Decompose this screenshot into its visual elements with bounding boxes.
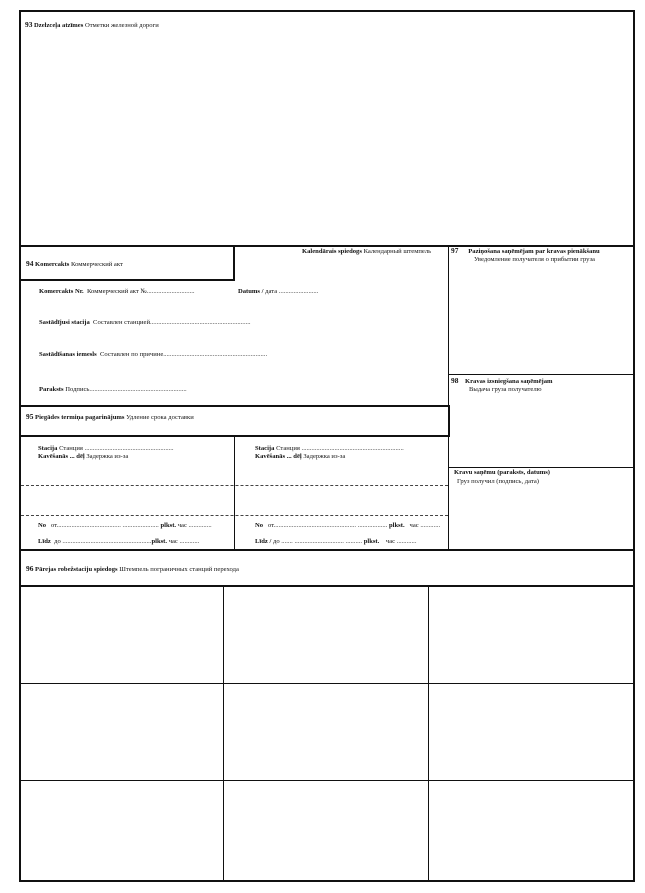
section-98-title-lv: Kravas izsniegšana saņēmējam	[464, 378, 553, 385]
cargo-received-lv: Kravu saņēmu (paraksts, datums)	[454, 469, 550, 476]
to-field-right	[255, 538, 416, 546]
section-96-number: 96	[26, 564, 34, 573]
section-97-title-ru: Уведомление получателя о прибытии груза	[474, 256, 595, 263]
divider-98-received	[448, 467, 635, 468]
act-number-field	[39, 288, 195, 296]
section-97-heading	[451, 247, 600, 256]
section-95-number: 95	[26, 412, 34, 421]
compiled-station-ru: Составлен станцией.............................................................	[93, 319, 251, 326]
from-hour-ru-right: час ............	[409, 522, 441, 529]
outer-border-left	[19, 10, 21, 882]
divider-96-bottom	[19, 585, 635, 587]
calendar-stamp-label	[302, 248, 431, 256]
divider-95-vertical	[234, 437, 235, 550]
signature-lv: Paraksts	[39, 386, 64, 393]
to-lv-left: Līdz	[38, 538, 51, 545]
compile-reason-ru: Составлен по причине...............................................................	[100, 351, 268, 358]
from-field-left	[38, 522, 212, 530]
box-94-bottom	[19, 279, 235, 281]
outer-border-right	[633, 10, 635, 882]
from-lv-left: No	[38, 522, 47, 529]
section-93-heading	[25, 21, 159, 30]
grid-96-col-2	[428, 587, 429, 880]
section-95-heading	[26, 413, 194, 422]
grid-96-row-2	[19, 780, 635, 781]
section-93-number: 93	[25, 20, 33, 29]
section-96-title-ru: Штемпель пограничных станций перехода	[119, 566, 239, 573]
section-97-number: 97	[451, 246, 459, 255]
station-ru-left: Станция ......................................................	[59, 445, 174, 452]
section-93-title-ru: Отметки железной дороги	[84, 22, 159, 29]
to-ru-left: до ......................................................	[54, 538, 152, 545]
from-hour-lv-left: plkst.	[160, 522, 177, 529]
act-date-lv: Datums /	[238, 288, 264, 295]
section-94-heading	[26, 260, 123, 269]
outer-border-top	[19, 10, 635, 12]
signature-field	[39, 386, 187, 394]
section-95-title-ru: Удление срока доставки	[126, 414, 194, 421]
section-93-title-lv: Dzelzceļa atzīmes	[34, 22, 84, 29]
section-97-title-lv: Paziņošana saņēmējam par kravas pienākšanu	[468, 248, 600, 255]
delay-lv-right: Kavēšanās ... dēļ	[255, 453, 302, 460]
box-94-right	[233, 245, 235, 281]
section-98-heading	[451, 377, 553, 386]
calendar-stamp-lv: Kalendārais spiedogs	[302, 248, 362, 255]
act-date-field	[238, 288, 318, 296]
from-hour-ru-left: час ..............	[177, 522, 212, 529]
compile-reason-field	[39, 351, 267, 359]
cargo-received-ru: Груз получил (подпись, дата)	[457, 478, 539, 485]
from-hour-lv-right: plkst.	[389, 522, 405, 529]
calendar-stamp-ru: Календарный штемпель	[363, 248, 432, 255]
from-ru-left: от....................................... ......................	[51, 522, 159, 529]
station-field-right	[255, 445, 404, 453]
section-98-title-ru: Выдача груза получателю	[469, 386, 542, 393]
to-hour-ru-left: час ............	[168, 538, 200, 545]
act-number-lv: Komercakts Nr.	[39, 288, 84, 295]
from-field-right	[255, 522, 440, 530]
delay-ru-right: Задержка из-за	[303, 453, 346, 460]
dashed-line-95-lower	[21, 515, 448, 516]
divider-97-vertical	[448, 245, 449, 550]
section-95-title-lv: Piegādes termiņa pagarinājums	[35, 414, 125, 421]
section-98-number: 98	[451, 376, 459, 385]
delay-field-right	[255, 453, 345, 461]
section-94-number: 94	[26, 259, 34, 268]
section-96-heading	[26, 565, 239, 574]
outer-border-bottom	[19, 880, 635, 882]
station-field-left	[38, 445, 174, 453]
divider-97-98	[448, 374, 635, 375]
section-96-title-lv: Pārejas robežstaciju spiedogs	[35, 566, 118, 573]
delay-field-left	[38, 453, 128, 461]
compiled-station-lv: Sastādījusi stacija	[39, 319, 90, 326]
box-95-top	[19, 405, 450, 407]
section-94-title-lv: Komercakts	[35, 261, 70, 268]
station-lv-left: Stacija	[38, 445, 58, 452]
to-hour-ru-right: час ............	[385, 538, 417, 545]
station-lv-right: Stacija	[255, 445, 275, 452]
to-field-left	[38, 538, 199, 546]
signature-ru: Подпись...........................................................	[65, 386, 187, 393]
act-number-ru: Коммерческий акт №.............................	[86, 288, 195, 295]
to-lv-right: Līdz /	[255, 538, 272, 545]
from-lv-right: No	[255, 522, 264, 529]
grid-96-col-1	[223, 587, 224, 880]
dashed-line-95-upper	[21, 485, 448, 486]
act-date-ru: дата ........................	[265, 288, 319, 295]
to-ru-right: до ....... .............................. ..........	[272, 538, 363, 545]
grid-96-row-1	[19, 683, 635, 684]
divider-96-top	[19, 549, 635, 551]
from-ru-right: от.................................................. ..................	[268, 522, 388, 529]
station-ru-right: Станция ..............................................................	[276, 445, 404, 452]
to-hour-lv-left: plkst.	[151, 538, 168, 545]
delay-ru-left: Задержка из-за	[86, 453, 129, 460]
section-94-title-ru: Коммерческий акт	[71, 261, 123, 268]
compile-reason-lv: Sastādīšanas iemesls	[39, 351, 97, 358]
box-95-right	[448, 405, 450, 437]
compiled-station-field	[39, 319, 251, 327]
to-hour-lv-right: plkst.	[363, 538, 380, 545]
delay-lv-left: Kavēšanās ... dēļ	[38, 453, 85, 460]
